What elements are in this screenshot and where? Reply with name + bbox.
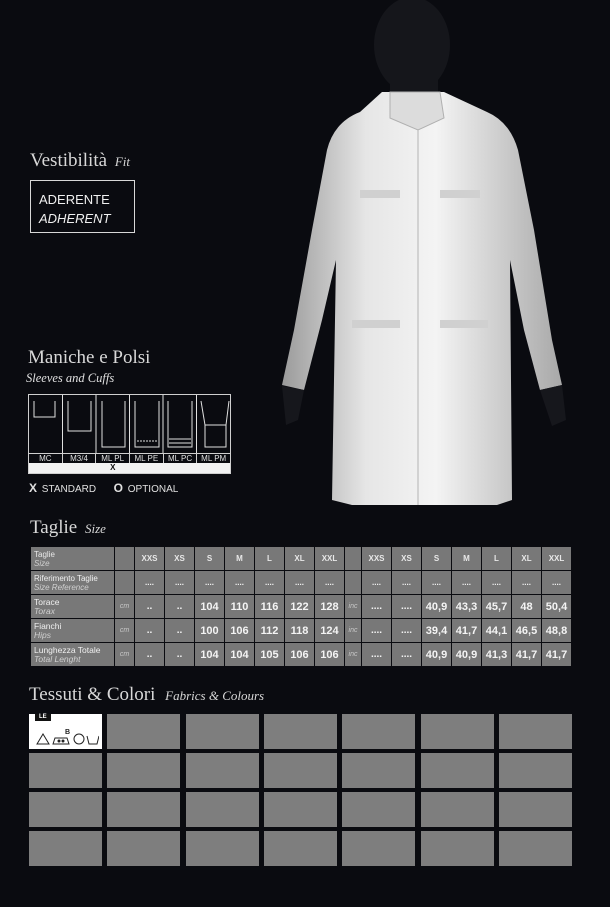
- sleeve-mark: [29, 463, 63, 473]
- size-cell: 104: [195, 595, 225, 619]
- size-cell: ....: [362, 619, 392, 643]
- fabrics-title-it: Tessuti & Colori: [29, 684, 156, 705]
- size-title-en: Size: [84, 521, 106, 536]
- size-cell: L: [482, 547, 512, 571]
- size-cell: 105: [255, 643, 285, 667]
- fabric-swatch[interactable]: [342, 792, 415, 827]
- sleeve-mark: [63, 463, 97, 473]
- size-cell: ..: [165, 619, 195, 643]
- size-cell: 116: [255, 595, 285, 619]
- size-cell: ....: [392, 643, 422, 667]
- size-cell: 106: [225, 619, 255, 643]
- fabric-swatch[interactable]: [421, 753, 494, 788]
- size-cell: 128: [315, 595, 345, 619]
- size-unit-cm: cm: [115, 619, 135, 643]
- size-row-label: [31, 547, 115, 571]
- size-cell: ....: [362, 595, 392, 619]
- fabric-swatch[interactable]: [421, 831, 494, 866]
- fit-value-en: ADHERENT: [39, 211, 111, 226]
- care-symbols-icon: [33, 724, 99, 748]
- size-unit-inc: inc: [345, 595, 362, 619]
- sleeve-mark: [197, 463, 231, 473]
- size-cell: 100: [195, 619, 225, 643]
- size-cell: ....: [315, 571, 345, 595]
- size-unit-cm: cm: [115, 643, 135, 667]
- fit-heading: [30, 150, 130, 172]
- size-cell: 106: [315, 643, 345, 667]
- size-cell: 122: [285, 595, 315, 619]
- sleeves-heading: Maniche e Polsi: [28, 347, 151, 368]
- size-row-label-en: Hips: [34, 629, 52, 640]
- fabric-swatch[interactable]: [107, 714, 180, 749]
- sleeve-selection-row: [29, 463, 230, 473]
- size-cell: 40,9: [452, 643, 482, 667]
- size-row-label-it: Taglie: [34, 549, 55, 559]
- fabric-swatch[interactable]: [342, 831, 415, 866]
- size-cell: ....: [392, 595, 422, 619]
- size-cell: L: [255, 547, 285, 571]
- fabric-swatch[interactable]: [29, 792, 102, 827]
- size-row-label: [31, 571, 115, 595]
- size-cell: 41,7: [542, 643, 572, 667]
- size-cell: 110: [225, 595, 255, 619]
- fabric-swatch[interactable]: [186, 831, 259, 866]
- size-cell: ....: [422, 571, 452, 595]
- sleeve-label: M3/4: [63, 454, 97, 463]
- fabric-code: LE: [35, 714, 51, 721]
- size-row-label-en: Size Reference: [34, 582, 89, 592]
- size-title-it: Taglie: [30, 517, 78, 538]
- fit-title-en: Fit: [114, 154, 130, 169]
- size-row-label-en: Torax: [34, 605, 55, 616]
- size-row-label-it: Lunghezza Totale: [34, 644, 101, 655]
- fabric-swatch[interactable]: [107, 792, 180, 827]
- size-cell: 104: [225, 643, 255, 667]
- size-heading: [30, 517, 106, 539]
- fabrics-heading: [29, 684, 264, 706]
- size-cell: ....: [135, 571, 165, 595]
- size-cell: 41,7: [452, 619, 482, 643]
- lab-coat-photo: [272, 0, 572, 520]
- size-cell: 48,8: [542, 619, 572, 643]
- size-row-label-it: Riferimento Taglie: [34, 573, 98, 583]
- size-cell: 41,3: [482, 643, 512, 667]
- size-cell: ..: [165, 595, 195, 619]
- size-cell: XXS: [135, 547, 165, 571]
- sleeve-label: ML PC: [164, 454, 198, 463]
- sleeve-labels: [29, 453, 230, 463]
- size-cell: ....: [482, 571, 512, 595]
- size-cell: ....: [542, 571, 572, 595]
- fabric-swatch[interactable]: [499, 792, 572, 827]
- size-cell: ....: [362, 571, 392, 595]
- size-cell: 39,4: [422, 619, 452, 643]
- sleeve-mark: [130, 463, 164, 473]
- fabric-swatch[interactable]: [264, 792, 337, 827]
- size-cell: ..: [135, 619, 165, 643]
- fabric-swatch[interactable]: [29, 753, 102, 788]
- size-cell: ....: [512, 571, 542, 595]
- fabric-swatch[interactable]: [107, 753, 180, 788]
- fit-value-box: [30, 180, 135, 233]
- size-cell: ..: [135, 595, 165, 619]
- size-row-label: [31, 643, 115, 667]
- sleeve-label: MC: [29, 454, 63, 463]
- size-cell: ....: [362, 643, 392, 667]
- size-table: [30, 546, 572, 667]
- size-cell: XS: [392, 547, 422, 571]
- size-cell: ....: [225, 571, 255, 595]
- sleeve-icons: [29, 395, 230, 453]
- size-cell: 43,3: [452, 595, 482, 619]
- fabrics-title-en: Fabrics & Colours: [165, 688, 265, 703]
- size-row-label: [31, 595, 115, 619]
- size-table-row: [31, 643, 572, 667]
- fabric-swatch[interactable]: [264, 714, 337, 749]
- sleeve-mark: [163, 463, 197, 473]
- fabric-swatch[interactable]: [29, 714, 102, 749]
- fabric-swatch[interactable]: [342, 753, 415, 788]
- size-cell: S: [422, 547, 452, 571]
- size-unit-cm: [115, 547, 135, 571]
- size-cell: 48: [512, 595, 542, 619]
- size-cell: ....: [165, 571, 195, 595]
- size-cell: 112: [255, 619, 285, 643]
- size-cell: 44,1: [482, 619, 512, 643]
- size-cell: ..: [135, 643, 165, 667]
- size-cell: M: [452, 547, 482, 571]
- size-table-row: [31, 619, 572, 643]
- size-row-label-it: Torace: [34, 596, 60, 607]
- legend-standard-mark: X: [29, 481, 38, 495]
- size-cell: XXL: [315, 547, 345, 571]
- fabric-swatch[interactable]: [107, 831, 180, 866]
- size-cell: XL: [285, 547, 315, 571]
- sleeve-label: ML PM: [201, 454, 227, 463]
- size-cell: XXS: [362, 547, 392, 571]
- size-unit-cm: cm: [115, 595, 135, 619]
- size-cell: S: [195, 547, 225, 571]
- fabric-swatch[interactable]: [186, 714, 259, 749]
- size-cell: 50,4: [542, 595, 572, 619]
- fabric-swatch[interactable]: [499, 714, 572, 749]
- sleeves-subheading: Sleeves and Cuffs: [26, 371, 115, 385]
- size-cell: ....: [392, 619, 422, 643]
- size-cell: ....: [285, 571, 315, 595]
- fabric-swatch[interactable]: [499, 831, 572, 866]
- fabric-swatch[interactable]: [421, 714, 494, 749]
- size-row-label: [31, 619, 115, 643]
- size-cell: 46,5: [512, 619, 542, 643]
- sleeve-legend: [29, 481, 178, 495]
- fabric-swatch[interactable]: [186, 792, 259, 827]
- size-cell: ....: [195, 571, 225, 595]
- size-cell: ..: [165, 643, 195, 667]
- size-cell: 40,9: [422, 595, 452, 619]
- size-cell: 104: [195, 643, 225, 667]
- size-cell: XL: [512, 547, 542, 571]
- fabric-swatch[interactable]: [264, 831, 337, 866]
- size-cell: 118: [285, 619, 315, 643]
- legend-optional-mark: O: [113, 481, 123, 495]
- size-cell: 41,7: [512, 643, 542, 667]
- size-cell: ....: [255, 571, 285, 595]
- size-row-label-it: Fianchi: [34, 620, 62, 631]
- size-table-row: [31, 547, 572, 571]
- size-cell: ....: [392, 571, 422, 595]
- size-unit-inc: [345, 571, 362, 595]
- sleeve-options-table: [28, 394, 231, 474]
- fabric-swatch[interactable]: [264, 753, 337, 788]
- legend-optional: OPTIONAL: [127, 484, 179, 495]
- size-row-label-en: Total Lenght: [34, 653, 81, 664]
- legend-standard: STANDARD: [41, 484, 97, 495]
- size-unit-inc: inc: [345, 643, 362, 667]
- care-letter: B: [65, 729, 71, 736]
- size-table-row: [31, 571, 572, 595]
- fit-value-it: ADERENTE: [39, 192, 110, 207]
- size-cell: M: [225, 547, 255, 571]
- size-table-row: [31, 595, 572, 619]
- size-row-label-en: Size: [34, 558, 50, 568]
- fabric-swatch[interactable]: [29, 831, 102, 866]
- size-cell: ....: [452, 571, 482, 595]
- size-unit-cm: [115, 571, 135, 595]
- size-unit-inc: inc: [345, 619, 362, 643]
- size-cell: 45,7: [482, 595, 512, 619]
- size-cell: 106: [285, 643, 315, 667]
- size-cell: 40,9: [422, 643, 452, 667]
- size-cell: 124: [315, 619, 345, 643]
- sleeve-label: ML PE: [130, 454, 164, 463]
- size-unit-inc: [345, 547, 362, 571]
- fabric-swatch[interactable]: [499, 753, 572, 788]
- fabric-swatch[interactable]: [421, 792, 494, 827]
- fabric-swatch[interactable]: [186, 753, 259, 788]
- sleeve-label: ML PL: [96, 454, 130, 463]
- fabric-swatch[interactable]: [342, 714, 415, 749]
- size-cell: XS: [165, 547, 195, 571]
- fit-title-it: Vestibilità: [30, 150, 108, 171]
- size-cell: XXL: [542, 547, 572, 571]
- sleeve-mark: X: [110, 463, 116, 472]
